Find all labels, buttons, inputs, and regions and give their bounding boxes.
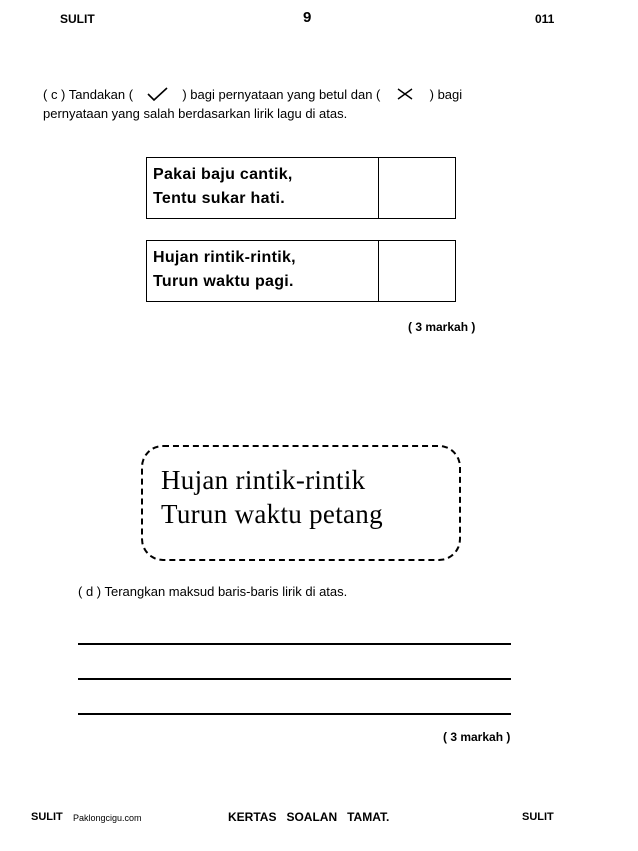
footer-end-text: KERTAS SOALAN TAMAT. — [228, 810, 390, 824]
answer-box-2[interactable] — [379, 241, 455, 301]
marks-d: ( 3 markah ) — [443, 730, 511, 744]
statement-2-line1: Hujan rintik-rintik, — [153, 249, 296, 266]
tick-icon — [145, 86, 171, 102]
question-c-text-part2: ) bagi pernyataan yang betul dan ( — [182, 87, 381, 102]
cross-icon — [394, 87, 416, 101]
answer-line-2[interactable] — [78, 678, 511, 680]
statement-box-2 — [146, 240, 456, 302]
statement-1-line2: Tentu sukar hati. — [153, 190, 285, 207]
page-number: 9 — [303, 9, 312, 26]
header-code: 011 — [535, 12, 555, 26]
statement-1-line1: Pakai baju cantik, — [153, 166, 293, 183]
answer-line-1[interactable] — [78, 643, 511, 645]
statement-2-line2: Turun waktu pagi. — [153, 273, 294, 290]
lyric-box — [141, 445, 461, 561]
footer-sulit-left: SULIT — [31, 811, 63, 823]
question-c-text-part3: ) bagi — [429, 87, 463, 102]
lyric-line2: Turun waktu petang — [161, 499, 383, 529]
footer-sulit-right: SULIT — [522, 811, 554, 823]
answer-box-1[interactable] — [379, 158, 455, 218]
question-c-text-part1: ( c ) Tandakan ( — [43, 87, 134, 102]
question-c-line1 — [43, 85, 462, 104]
answer-line-3[interactable] — [78, 713, 511, 715]
lyric-line1: Hujan rintik-rintik — [161, 465, 366, 495]
question-c-line2: pernyataan yang salah berdasarkan lirik lagu di atas. — [43, 106, 348, 121]
statement-text-2 — [147, 241, 379, 301]
footer-website: Paklongcigu.com — [73, 813, 142, 823]
question-d-text: ( d ) Terangkan maksud baris-baris lirik di atas. — [78, 584, 348, 599]
statement-text-1 — [147, 158, 379, 218]
header-sulit-left: SULIT — [60, 12, 95, 26]
statement-box-1 — [146, 157, 456, 219]
marks-c: ( 3 markah ) — [408, 320, 476, 334]
